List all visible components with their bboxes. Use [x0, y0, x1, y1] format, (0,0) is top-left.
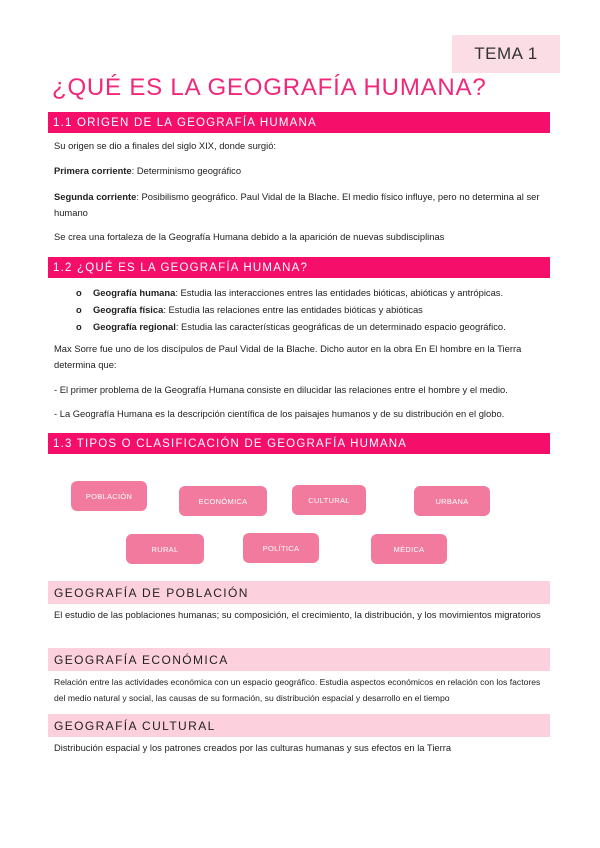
max-sorre-paragraph: Max Sorre fue uno de los discípulos de Paul Vidal de la Blache. Dicho autor en la obra En El hombre en la Tierra determina que:	[54, 343, 522, 370]
segunda-corriente	[54, 189, 550, 221]
cultural-text: Distribución espacial y los patrones creados por las culturas humanas y sus efectos en la Tierra	[54, 742, 452, 753]
pill-politica: POLÍTICA	[243, 533, 319, 563]
list-item-text: : Estudia las relaciones entre las entidades bióticas y abióticas	[163, 304, 423, 315]
origen-intro: Su origen se dio a finales del siglo XIX, donde surgió:	[54, 140, 277, 151]
description-paragraph: - La Geografía Humana es la descripción científica de los paisajes humanos y de su distribución en el globo.	[54, 408, 505, 419]
economica-text: Relación entre las actividades económica con un espacio geográfico. Estudia aspectos económicos en relación con los factores del medio natural y social, las causas de su formación, su distribución espacial y desarrollo en el tiempo	[54, 677, 541, 703]
primera-corriente-label: Primera corriente	[54, 165, 132, 176]
segunda-corriente-text: : Posibilismo geográfico. Paul Vidal de la Blache. El medio físico influye, pero no determina al ser humano	[54, 191, 540, 218]
list-item	[76, 301, 506, 318]
section-heading-que-es: 1.2 ¿QUÉ ES LA GEOGRAFÍA HUMANA?	[48, 257, 550, 278]
definitions-list	[76, 284, 506, 335]
origen-closing: Se crea una fortaleza de la Geografía Humana debido a la aparición de nuevas subdisciplinas	[54, 231, 445, 242]
section-heading-origen: 1.1 ORIGEN DE LA GEOGRAFÍA HUMANA	[48, 112, 550, 133]
heading-geografia-economica: GEOGRAFÍA ECONÓMICA	[48, 648, 550, 671]
list-item-text: : Estudia las interacciones entres las entidades bióticas, abióticas y antrópicas.	[175, 287, 504, 298]
poblacion-text: El estudio de las poblaciones humanas; su composición, el crecimiento, la distribución, y los movimientos migratorios	[54, 609, 541, 620]
list-item	[76, 318, 506, 335]
pill-urbana: URBANA	[414, 486, 490, 516]
primera-corriente-text: : Determinismo geográfico	[131, 165, 242, 176]
problem-paragraph: - El primer problema de la Geografía Humana consiste en dilucidar las relaciones entre el hombre y el medio.	[54, 384, 508, 395]
list-item-label: Geografía humana	[93, 287, 176, 298]
primera-corriente	[54, 163, 550, 179]
heading-geografia-cultural: GEOGRAFÍA CULTURAL	[48, 714, 550, 737]
pill-medica: MÉDICA	[371, 534, 447, 564]
tema-badge: TEMA 1	[452, 35, 560, 73]
bullet-marker: o	[76, 321, 82, 332]
bullet-marker: o	[76, 287, 82, 298]
list-item-label: Geografía regional	[93, 321, 176, 332]
pill-cultural: CULTURAL	[292, 485, 366, 515]
list-item-label: Geografía física	[93, 304, 164, 315]
pill-rural: RURAL	[126, 534, 204, 564]
heading-geografia-poblacion: GEOGRAFÍA DE POBLACIÓN	[48, 581, 550, 604]
list-item	[76, 284, 506, 301]
list-item-text: : Estudia las características geográficas de un determinado espacio geográfico.	[175, 321, 506, 332]
pill-economica: ECONÓMICA	[179, 486, 267, 516]
pill-poblacion: POBLACIÓN	[71, 481, 147, 511]
page-title: ¿QUÉ ES LA GEOGRAFÍA HUMANA?	[52, 74, 487, 101]
segunda-corriente-label: Segunda corriente	[54, 191, 137, 202]
bullet-marker: o	[76, 304, 82, 315]
section-heading-tipos: 1.3 TIPOS O CLASIFICACIÓN DE GEOGRAFÍA HUMANA	[48, 433, 550, 454]
